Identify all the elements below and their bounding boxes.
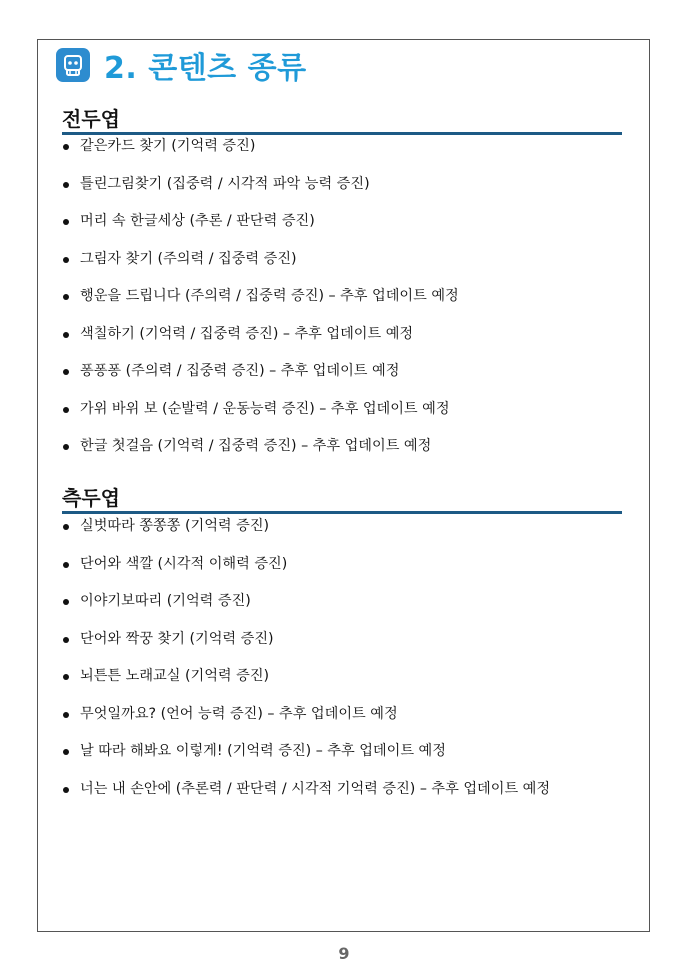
temporal-lobe-list [62, 517, 642, 817]
section-label: 전두엽 [62, 107, 120, 131]
list-item: 단어와 색깔 (시각적 이해력 증진) [62, 555, 642, 593]
list-item: 퐁퐁퐁 (주의력 / 집중력 증진) – 추후 업데이트 예정 [62, 362, 642, 400]
section-heading-frontal-lobe [62, 107, 622, 135]
title-row [56, 45, 307, 85]
section-label: 측두엽 [62, 486, 120, 510]
list-item: 같은카드 찾기 (기억력 증진) [62, 137, 642, 175]
list-item: 실벗따라 쫑쫑쫑 (기억력 증진) [62, 517, 642, 555]
robot-icon [56, 48, 90, 82]
section-heading-temporal-lobe [62, 486, 622, 514]
section-divider [62, 132, 622, 135]
list-item: 너는 내 손안에 (추론력 / 판단력 / 시각적 기억력 증진) – 추후 업데이트 예정 [62, 780, 642, 818]
list-item: 뇌튼튼 노래교실 (기억력 증진) [62, 667, 642, 705]
list-item: 색칠하기 (기억력 / 집중력 증진) – 추후 업데이트 예정 [62, 325, 642, 363]
list-item: 한글 첫걸음 (기억력 / 집중력 증진) – 추후 업데이트 예정 [62, 437, 642, 475]
section-divider [62, 511, 622, 514]
frontal-lobe-list [62, 137, 642, 475]
page-title: 2. 콘텐츠 종류 [104, 51, 307, 86]
list-item: 이야기보따리 (기억력 증진) [62, 592, 642, 630]
list-item: 머리 속 한글세상 (추론 / 판단력 증진) [62, 212, 642, 250]
list-item: 그림자 찾기 (주의력 / 집중력 증진) [62, 250, 642, 288]
page-number: 9 [338, 944, 350, 963]
list-item: 단어와 짝꿍 찾기 (기억력 증진) [62, 630, 642, 668]
list-item: 행운을 드립니다 (주의력 / 집중력 증진) – 추후 업데이트 예정 [62, 287, 642, 325]
list-item: 틀린그림찾기 (집중력 / 시각적 파악 능력 증진) [62, 175, 642, 213]
list-item: 날 따라 해봐요 이렇게! (기억력 증진) – 추후 업데이트 예정 [62, 742, 642, 780]
list-item: 가위 바위 보 (순발력 / 운동능력 증진) – 추후 업데이트 예정 [62, 400, 642, 438]
list-item: 무엇일까요? (언어 능력 증진) – 추후 업데이트 예정 [62, 705, 642, 743]
